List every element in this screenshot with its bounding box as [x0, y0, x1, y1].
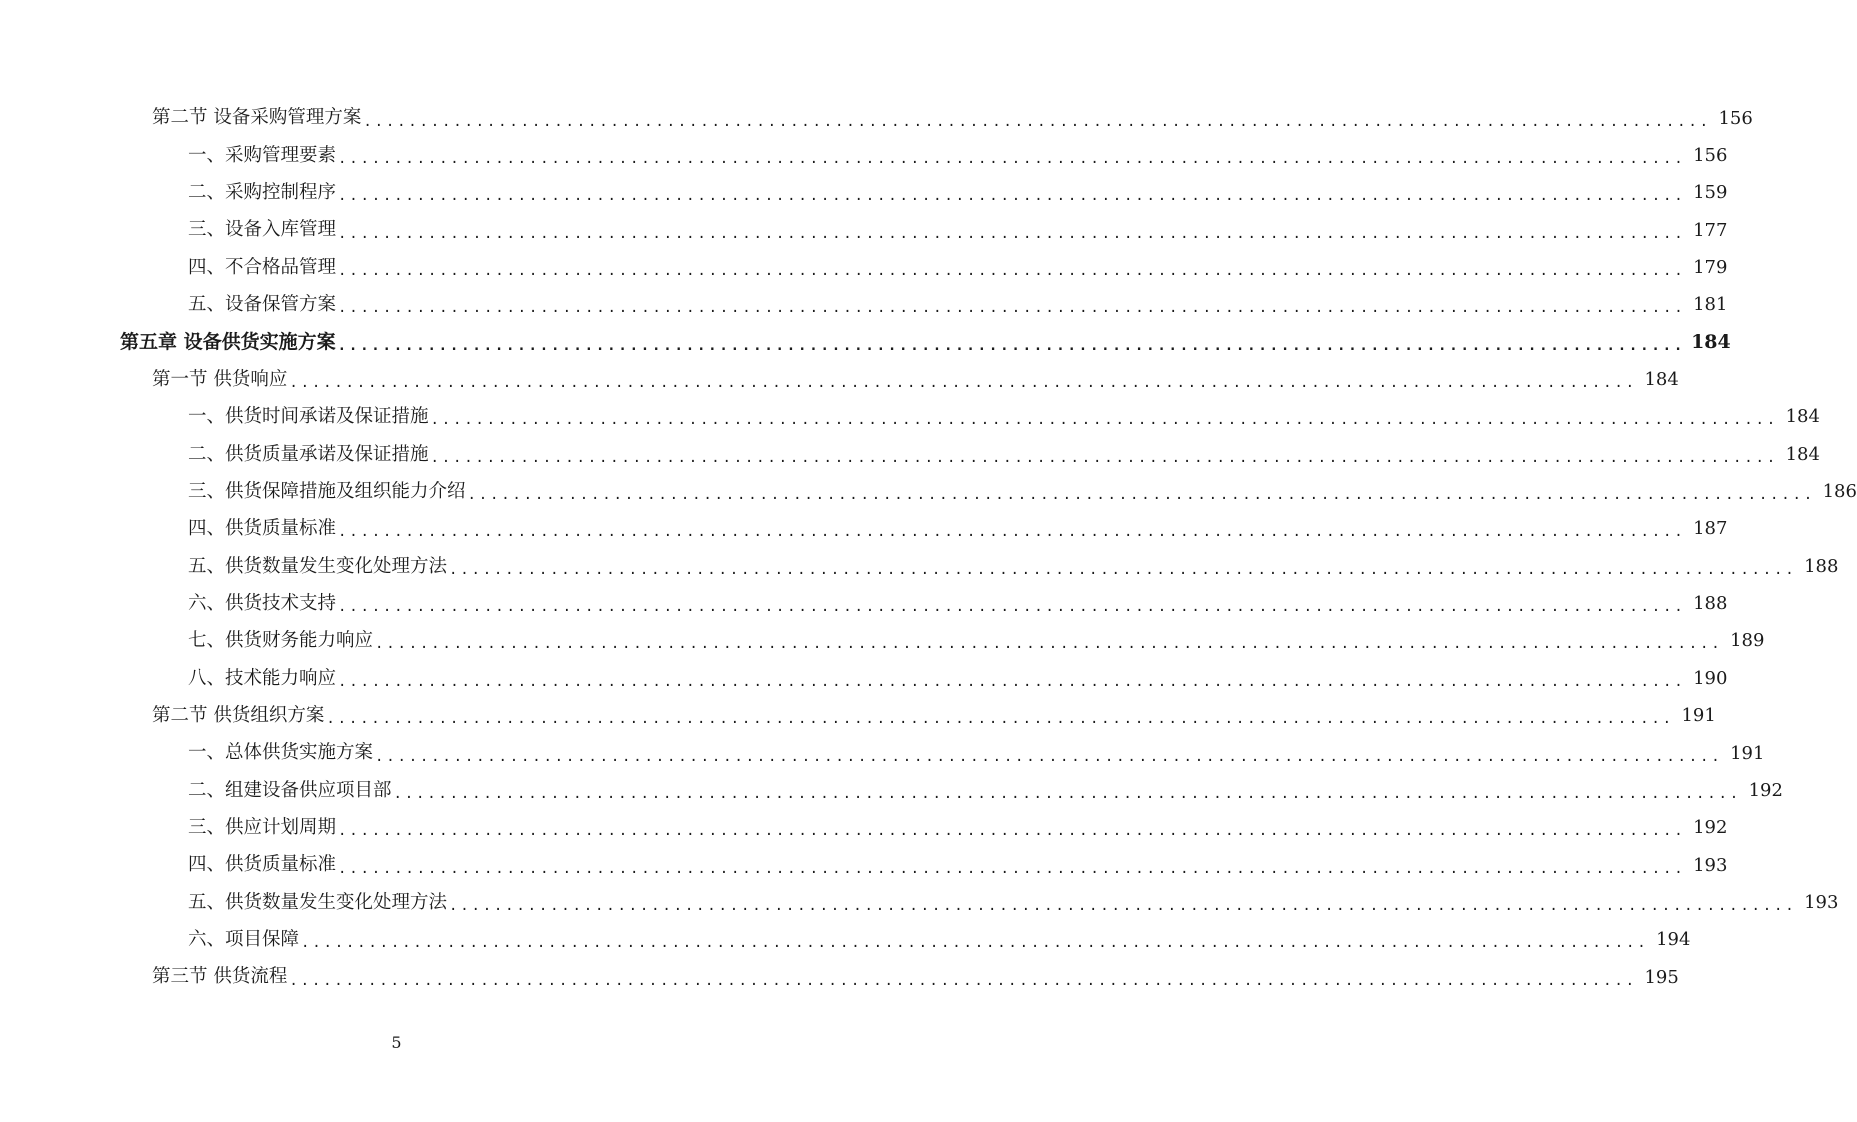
toc-entry-page: 159: [1693, 182, 1728, 204]
toc-entry-title: 七、供货财务能力响应: [188, 630, 374, 652]
toc-entry-title: 五、供货数量发生变化处理方法: [188, 555, 448, 577]
toc-entry-title: 五、设备保管方案: [188, 294, 337, 316]
toc-entry-title: 三、供应计划周期: [188, 816, 337, 838]
toc-dot-leader: ........................................................................................................................: [363, 113, 1711, 130]
toc-entry-item[interactable]: [0, 810, 1728, 847]
toc-dot-leader: ........................................................................................................................: [338, 673, 1686, 690]
toc-entry-item[interactable]: [0, 623, 1765, 660]
toc-entry-page: 193: [1804, 891, 1839, 913]
toc-entry-title: 六、供货技术支持: [188, 592, 337, 614]
toc-entry-title: 三、供货保障措施及组织能力介绍: [188, 480, 466, 502]
toc-entry-title: 八、技术能力响应: [188, 667, 337, 689]
toc-entry-page: 191: [1681, 705, 1716, 727]
toc-entry-page: 192: [1748, 779, 1783, 801]
toc-entry-item[interactable]: [0, 772, 1783, 809]
toc-entry-title: 第二节 设备采购管理方案: [152, 107, 362, 129]
toc-entry-title: 一、总体供货实施方案: [188, 742, 374, 764]
toc-dot-leader: ........................................................................................................................: [449, 897, 1797, 914]
toc-entry-page: 177: [1693, 219, 1728, 241]
toc-entry-title: 四、供货质量标准: [188, 854, 337, 876]
toc-entry-page: 156: [1718, 107, 1753, 129]
toc-dot-leader: ........................................................................................................................: [289, 375, 1637, 392]
toc-entry-title: 第三节 供货流程: [152, 966, 288, 988]
toc-dot-leader: ........................................................................................................................: [301, 935, 1649, 952]
toc-entry-page: 184: [1785, 406, 1820, 428]
toc-dot-leader: ........................................................................................................................: [430, 449, 1778, 466]
toc-entry-section[interactable]: [0, 959, 1679, 996]
toc-entry-item[interactable]: [0, 399, 1820, 436]
toc-entry-page: 190: [1693, 667, 1728, 689]
toc-entry-item[interactable]: [0, 212, 1728, 249]
toc-entry-title: 三、设备入库管理: [188, 219, 337, 241]
toc-entry-page: 188: [1804, 555, 1839, 577]
toc-entry-title: 第五章 设备供货实施方案: [120, 331, 336, 354]
toc-entry-item[interactable]: [0, 884, 1839, 921]
toc-dot-leader: ........................................................................................................................: [467, 487, 1815, 504]
toc-entry-item[interactable]: [0, 137, 1728, 174]
toc-dot-leader: ........................................................................................................................: [337, 337, 1686, 354]
toc-entry-page: 191: [1730, 742, 1765, 764]
toc-entry-title: 一、采购管理要素: [188, 144, 337, 166]
toc-dot-leader: ........................................................................................................................: [393, 785, 1741, 802]
toc-entry-section[interactable]: [0, 698, 1716, 735]
toc-entry-page: 195: [1644, 966, 1679, 988]
toc-entry-page: 188: [1693, 593, 1728, 615]
toc-entry-page: 192: [1693, 817, 1728, 839]
toc-entry-title: 第一节 供货响应: [152, 368, 288, 390]
toc-dot-leader: ........................................................................................................................: [289, 972, 1637, 989]
toc-entry-page: 186: [1822, 481, 1857, 503]
toc-entry-title: 四、供货质量标准: [188, 518, 337, 540]
page-number: 5: [391, 1033, 402, 1052]
toc-entry-item[interactable]: [0, 660, 1728, 697]
toc-entry-page: 184: [1644, 369, 1679, 391]
toc-entry-item[interactable]: [0, 585, 1728, 622]
toc-dot-leader: ........................................................................................................................: [338, 151, 1686, 168]
toc-entry-item[interactable]: [0, 735, 1765, 772]
toc-entry-title: 二、组建设备供应项目部: [188, 779, 392, 801]
toc-entry-page: 187: [1693, 518, 1728, 540]
toc-entry-page: 194: [1656, 929, 1691, 951]
toc-entry-section[interactable]: [0, 100, 1753, 137]
toc-entry-item[interactable]: [0, 249, 1728, 286]
toc-entry-title: 第二节 供货组织方案: [152, 704, 325, 726]
toc-dot-leader: ........................................................................................................................: [338, 188, 1686, 205]
toc-dot-leader: ........................................................................................................................: [338, 599, 1686, 616]
toc-entry-page: 181: [1693, 294, 1728, 316]
toc-entry-page: 184: [1691, 331, 1731, 354]
toc-entry-item[interactable]: [0, 511, 1728, 548]
toc-entry-page: 189: [1730, 630, 1765, 652]
toc-entry-item[interactable]: [0, 922, 1691, 959]
toc-dot-leader: ........................................................................................................................: [449, 561, 1797, 578]
toc-dot-leader: ........................................................................................................................: [375, 636, 1723, 653]
toc-entry-item[interactable]: [0, 847, 1728, 884]
toc-entry-title: 五、供货数量发生变化处理方法: [188, 891, 448, 913]
toc-entry-page: 184: [1785, 443, 1820, 465]
toc-entry-page: 179: [1693, 257, 1728, 279]
toc-dot-leader: ........................................................................................................................: [338, 225, 1686, 242]
toc-entry-item[interactable]: [0, 436, 1820, 473]
toc-entry-title: 六、项目保障: [188, 928, 300, 950]
table-of-contents: [0, 100, 1857, 996]
toc-dot-leader: ........................................................................................................................: [326, 711, 1674, 728]
toc-dot-leader: ........................................................................................................................: [338, 524, 1686, 541]
toc-entry-item[interactable]: [0, 548, 1839, 585]
toc-entry-page: 193: [1693, 854, 1728, 876]
toc-entry-item[interactable]: [0, 175, 1728, 212]
toc-entry-item[interactable]: [0, 473, 1857, 510]
toc-dot-leader: ........................................................................................................................: [338, 823, 1686, 840]
toc-entry-page: 156: [1693, 145, 1728, 167]
toc-entry-title: 二、采购控制程序: [188, 182, 337, 204]
toc-entry-chapter[interactable]: [0, 324, 1731, 361]
toc-entry-section[interactable]: [0, 361, 1679, 398]
toc-dot-leader: ........................................................................................................................: [338, 300, 1686, 317]
toc-entry-item[interactable]: [0, 287, 1728, 324]
toc-dot-leader: ........................................................................................................................: [338, 263, 1686, 280]
toc-dot-leader: ........................................................................................................................: [338, 860, 1686, 877]
toc-dot-leader: ........................................................................................................................: [430, 412, 1778, 429]
toc-dot-leader: ........................................................................................................................: [375, 748, 1723, 765]
toc-entry-title: 四、不合格品管理: [188, 256, 337, 278]
toc-entry-title: 二、供货质量承诺及保证措施: [188, 443, 429, 465]
toc-entry-title: 一、供货时间承诺及保证措施: [188, 406, 429, 428]
